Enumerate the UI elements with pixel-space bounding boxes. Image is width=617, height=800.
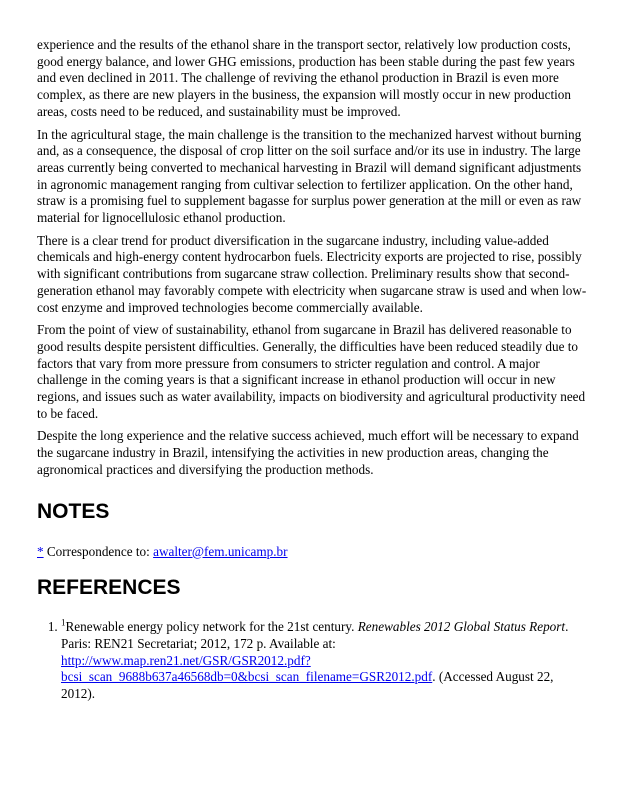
paragraph-5: Despite the long experience and the relative success achieved, much effort will be necessary to expand the sugarcane industry in Brazil, intensifying the activities in new production areas, changing the agronomical practices and diversifying the production methods. [37,428,579,477]
reference-url-link[interactable] [61,653,432,685]
correspondence-label: Correspondence to: [43,543,154,559]
reference-superscript: 1 [61,617,66,628]
note-marker-link[interactable]: * [37,543,44,559]
reference-item [61,619,587,703]
paragraph-2: In the agricultural stage, the main challenge is the transition to the mechanized harvest without burning and, as a consequence, the disposal of crop litter on the soil surface and/or its use in industry. The large areas currently being converted to mechanical harvesting in Brazil will demand significant adjustments in agronomic management ranging from cultivar selection to fertilizer application. On the other hand, straw is a promising fuel to supplement bagasse for surplus power generation at the mill or even as raw material for lignocellulosic ethanol production. [37,126,582,226]
reference-publisher: . Paris: REN21 Secretariat; 2012, 172 p. Available at: [61,619,569,651]
correspondence-note [37,544,587,561]
reference-url-line-2: bcsi_scan_9688b637a46568db=0&bcsi_scan_filename=GSR2012.pdf [61,669,433,685]
paragraph-4: From the point of view of sustainability, ethanol from sugarcane in Brazil has delivered reasonable to good results despite persistent difficulties. Generally, the difficulties have been reduced steadily due to factors that vary from more pressure from consumers to stricter regulation and control. A major challenge in the coming years is that a significant increase in ethanol production will occur in new regions, and issues such as water availability, impacts on biodiversity and agricultural productivity need to be faced. [37,322,586,421]
references-heading: REFERENCES [37,576,181,600]
references-list [37,619,587,703]
reference-url-line-1: http://www.map.ren21.net/GSR/GSR2012.pdf? [61,652,311,668]
paragraph-3: There is a clear trend for product diversification in the sugarcane industry, including value-added chemicals and high-energy content hydrocarbon fuels. Electricity exports are projected to rise, possibly with significant contributions from sugarcane straw collection. Preliminary results show that second-generation ethanol may favorably compete with electricity when sugarcane straw is used and when low-cost enzyme and improved technologies become commercially available. [37,232,587,315]
reference-author: Renewable energy policy network for the 21st century. [65,619,358,635]
reference-accessed: . (Accessed August 22, 2012). [61,669,554,702]
notes-heading: NOTES [37,499,110,523]
email-link[interactable]: awalter@fem.unicamp.br [153,543,288,559]
paragraph-1: experience and the results of the ethanol share in the transport sector, relatively low production costs, good energy balance, and lower GHG emissions, production has been stable during the past few years and even declined in 2011. The challenge of reviving the ethanol production in Brazil is even more complex, as there are new players in the business, the expansion will mostly occur in new production areas, costs need to be reduced, and sustainability must be improved. [37,37,575,119]
reference-title: Renewables 2012 Global Status Report [357,619,566,635]
